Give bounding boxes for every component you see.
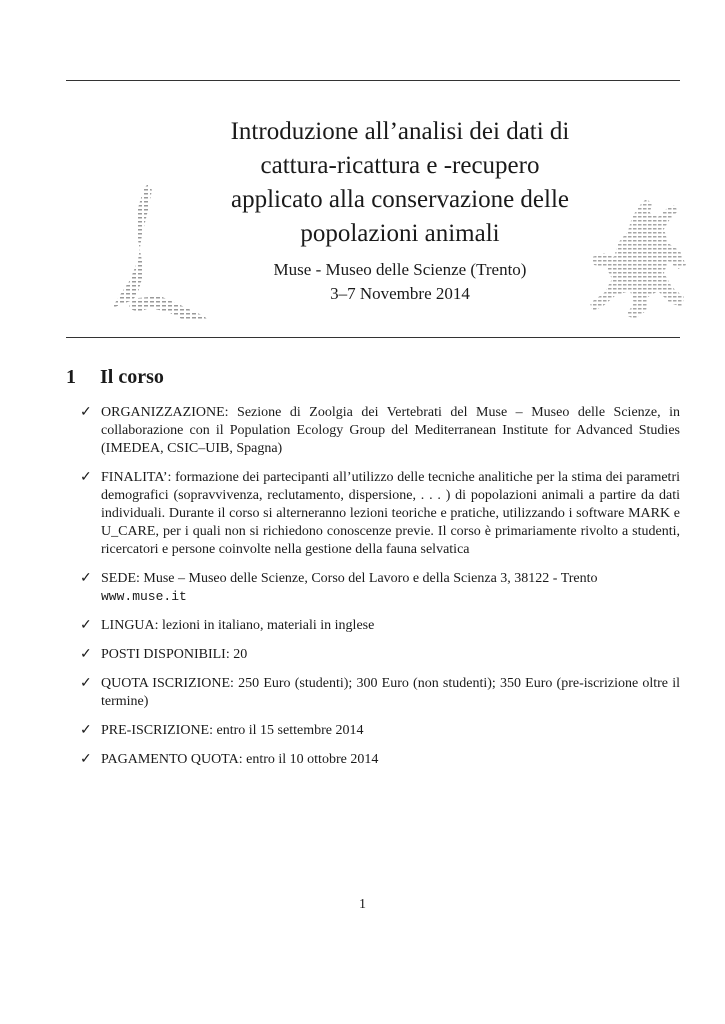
item-text: LINGUA: lezioni in italiano, materiali in inglese — [101, 618, 375, 633]
course-info-list — [80, 404, 680, 780]
title-line: Introduzione all’analisi dei dati di — [230, 118, 570, 145]
page-number: 1 — [359, 897, 366, 912]
list-item — [80, 570, 680, 606]
list-item — [80, 646, 680, 664]
title-line: applicato alla conservazione delle — [230, 186, 570, 213]
section-number: 1 — [66, 366, 76, 388]
list-item — [80, 722, 680, 740]
title-line: popolazioni animali — [300, 220, 500, 247]
item-text: SEDE: Muse – Museo delle Scienze, Corso del Lavoro e della Scienza 3, 38122 - Trento — [101, 571, 598, 586]
item-text: POSTI DISPONIBILI: 20 — [101, 647, 248, 662]
bird-text-art-logo — [108, 180, 218, 325]
event-venue: Muse - Museo delle Scienze (Trento) — [273, 260, 527, 279]
header-bottom-rule — [66, 337, 680, 338]
section-heading — [66, 366, 164, 389]
item-text: QUOTA ISCRIZIONE: 250 Euro (studenti); 300 Euro (non studenti); 350 Euro (pre-iscrizione oltre il termine) — [101, 676, 680, 709]
item-text: ORGANIZZAZIONE: Sezione di Zoolgia dei Vertebrati del Muse – Museo delle Scienze, in collaborazione con il Population Ecology Group del Mediterranean Institute for Advanced Studies (IMEDEA, CSIC–UIB, Spagna) — [101, 405, 680, 456]
checkmark-icon: ✓ — [80, 571, 92, 586]
website-link[interactable]: www.muse.it — [101, 589, 187, 604]
item-text: PAGAMENTO QUOTA: entro il 10 ottobre 2014 — [101, 752, 379, 767]
header-top-rule — [66, 80, 680, 81]
checkmark-icon: ✓ — [80, 676, 92, 691]
list-item — [80, 469, 680, 559]
section-title: Il corso — [100, 366, 164, 388]
checkmark-icon: ✓ — [80, 470, 92, 485]
document-title — [205, 115, 595, 251]
list-item — [80, 675, 680, 711]
checkmark-icon: ✓ — [80, 723, 92, 738]
list-item — [80, 404, 680, 458]
frog-text-art-logo — [588, 195, 688, 325]
title-line: cattura-ricattura e -recupero — [260, 152, 540, 179]
event-dates: 3–7 Novembre 2014 — [330, 284, 470, 303]
checkmark-icon: ✓ — [80, 405, 92, 420]
event-info — [205, 258, 595, 306]
checkmark-icon: ✓ — [80, 618, 92, 633]
list-item — [80, 751, 680, 769]
item-text: FINALITA’: formazione dei partecipanti all’utilizzo delle tecniche analitiche per la stima dei parametri demografici (sopravvivenza, reclutamento, dispersione, . . . ) di popolazioni animali a partire da dati individuali. Durante il corso si alterneranno lezioni teoriche e pratiche, utilizzando i software MARK e U_CARE, per i quali non si richiedono conoscenze previe. Il corso è primariamente rivolto a studenti, ricercatori e persone coinvolte nella gestione della fauna selvatica — [101, 470, 680, 557]
list-item — [80, 617, 680, 635]
checkmark-icon: ✓ — [80, 752, 92, 767]
checkmark-icon: ✓ — [80, 647, 92, 662]
item-text: PRE-ISCRIZIONE: entro il 15 settembre 2014 — [101, 723, 364, 738]
